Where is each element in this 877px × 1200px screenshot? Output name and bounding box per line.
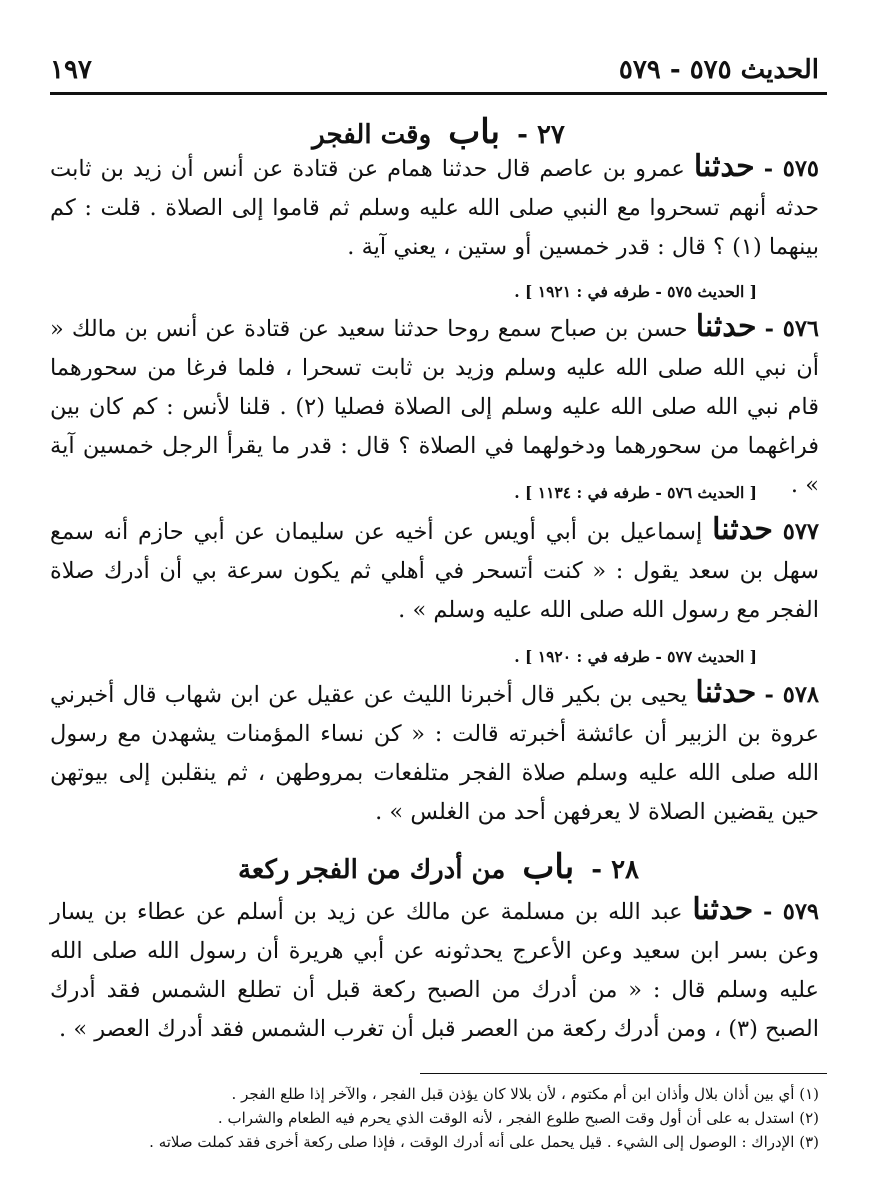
hadith-number: ٥٧٥ -	[763, 156, 820, 182]
chapter-number: ٢٧ -	[517, 120, 565, 150]
hadith-579	[50, 890, 819, 1049]
hadith-text: يحيى بن بكير قال أخبرنا الليث عن عقيل عن ابن شهاب قال أخبرني عروة بن الزبير أن عائشة أخبرته قالت : « كن نساء المؤمنات يشهدن مع رسول الله صلى الله عليه وسلم صلاة الفجر متلفعات بمروطهن ، ثم ينقلبن إلى بيوتهن حين يقضين الصلاة لا يعرفهن أحد من الغلس » .	[50, 682, 819, 825]
chapter-bab: باب	[522, 847, 575, 887]
footnote-3: (٣) الإدراك : الوصول إلى الشيء . قيل يحمل على أنه أدرك الوقت ، فإذا صلى ركعة أخرى فقد كملت صلاته .	[149, 1133, 819, 1151]
chapter-title: من أدرك من الفجر ركعة	[237, 855, 506, 885]
footnote-2: (٢) استدل به على أن أول وقت الصبح طلوع الفجر ، لأنه الوقت الذي يحرم فيه الطعام والشراب .	[217, 1109, 819, 1127]
hadith-text: إسماعيل بن أبي أويس عن أخيه عن سليمان عن أبي حازم أنه سمع سهل بن سعد يقول : « كنت أتسحر في أهلي ثم يكون سرعة بي أن أدرك صلاة الفجر مع رسول الله صلى الله عليه وسلم » .	[50, 519, 819, 623]
hadith-576	[50, 307, 819, 505]
haddathana-word: حدثنا	[695, 309, 757, 344]
footnote-1: (١) أي بين أذان بلال وأذان ابن أم مكتوم ، لأن بلالا كان يؤذن قبل الفجر ، والآخر إذا طلع الفجر .	[231, 1085, 819, 1103]
hadith-cross-reference: [ الحديث ٥٧٥ - طرفه في : ١٩٢١ ] .	[514, 282, 757, 301]
hadith-range: الحديث ٥٧٥ - ٥٧٩	[618, 55, 819, 85]
hadith-cross-reference: [ الحديث ٥٧٦ - طرفه في : ١١٣٤ ] .	[514, 483, 757, 502]
hadith-578	[50, 673, 819, 832]
chapter-heading-27	[50, 112, 827, 152]
hadith-575	[50, 147, 819, 267]
chapter-heading-28	[50, 847, 827, 887]
header-rule	[50, 92, 827, 95]
hadith-text: حسن بن صباح سمع روحا حدثنا سعيد عن قتادة عن أنس بن مالك « أن نبي الله صلى الله عليه وسلم وزيد بن ثابت تسحرا ، فلما فرغا من سحورهما قام نبي الله صلى الله عليه وسلم إلى الصلاة فصليا (٢) . قلنا لأنس : كم كان بين فراغهما من سحورهما ودخولهما في الصلاة ؟ قال : قدر ما يقرأ الرجل خمسين آية » .	[50, 316, 819, 498]
chapter-title: وقت الفجر	[312, 120, 432, 150]
page-number: ١٩٧	[50, 55, 92, 85]
running-header	[50, 50, 819, 90]
haddathana-word: حدثنا	[712, 512, 773, 547]
chapter-bab: باب	[448, 112, 501, 152]
haddathana-word: حدثنا	[695, 675, 757, 710]
hadith-number: ٥٧٨ -	[764, 682, 820, 708]
footnotes	[50, 1082, 819, 1154]
hadith-577	[50, 510, 819, 630]
hadith-number: ٥٧٦ -	[764, 316, 819, 342]
footnote-rule	[420, 1073, 827, 1074]
hadith-text: عمرو بن عاصم قال حدثنا همام عن قتادة عن أنس أن زيد بن ثابت حدثه أنهم تسحروا مع النبي صلى الله عليه وسلم ثم قاموا إلى الصلاة . قلت : كم بينهما (١) ؟ قال : قدر خمسين أو ستين ، يعني آية .	[50, 156, 819, 260]
hadith-text: عبد الله بن مسلمة عن مالك عن زيد بن أسلم عن عطاء بن يسار وعن بسر ابن سعيد وعن الأعرج يحدثونه عن أبي هريرة أن رسول الله صلى الله عليه وسلم قال : « من أدرك من الصبح ركعة قبل أن تطلع الشمس فقد أدرك الصبح (٣) ، ومن أدرك ركعة من العصر قبل أن تغرب الشمس فقد أدرك العصر » .	[50, 899, 819, 1042]
chapter-number: ٢٨ -	[591, 855, 640, 885]
haddathana-word: حدثنا	[693, 149, 755, 184]
hadith-number: ٥٧٩ -	[762, 899, 819, 925]
haddathana-word: حدثنا	[692, 892, 754, 927]
hadith-number: ٥٧٧	[782, 519, 819, 545]
hadith-cross-reference: [ الحديث ٥٧٧ - طرفه في : ١٩٢٠ ] .	[514, 647, 757, 666]
